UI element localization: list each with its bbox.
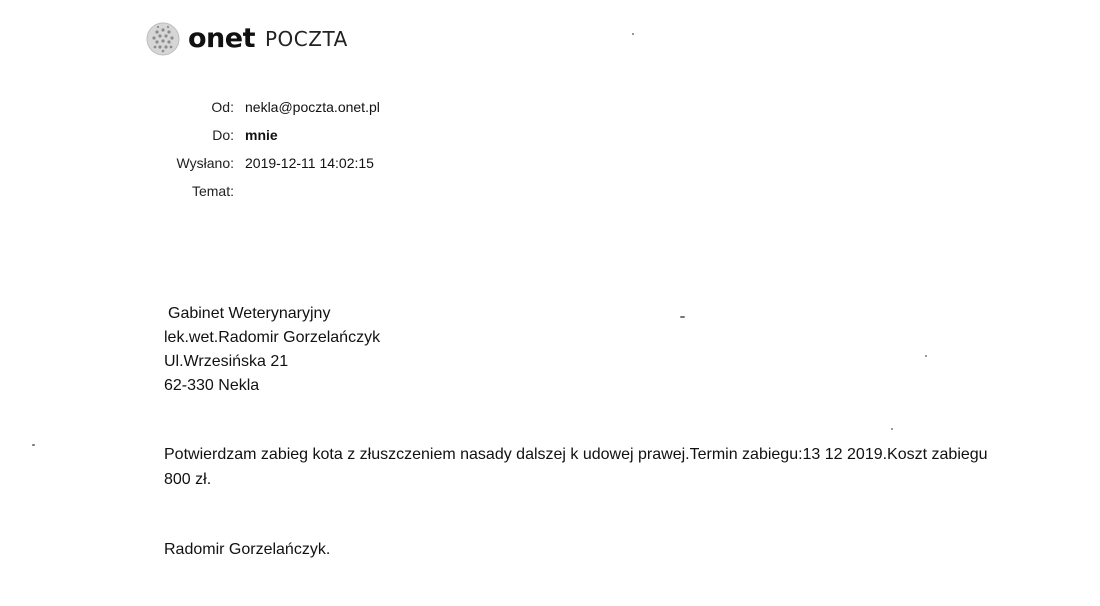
- from-value: nekla@poczta.onet.pl: [245, 99, 380, 115]
- address-line-1: Gabinet Weterynaryjny: [168, 305, 331, 322]
- onet-logo-icon: [146, 22, 180, 56]
- address-line-2: lek.wet.Radomir Gorzelańczyk: [164, 329, 381, 346]
- header-row-to: [160, 121, 380, 149]
- logo-brand-text: onet: [188, 23, 255, 54]
- sent-value: 2019-12-11 14:02:15: [245, 155, 374, 171]
- signature: Radomir Gorzelańczyk.: [164, 541, 331, 558]
- address-line-3: Ul.Wrzesińska 21: [164, 353, 289, 370]
- scan-speck: [891, 428, 893, 430]
- scan-speck: [32, 444, 35, 446]
- message-line-2: 800 zł.: [164, 471, 212, 488]
- header-row-subject: [160, 177, 380, 205]
- message-body: [164, 442, 1034, 492]
- logo-product-text: POCZTA: [265, 27, 348, 51]
- sent-label: Wysłano:: [176, 155, 234, 171]
- clinic-address: [164, 302, 380, 398]
- to-label: Do:: [212, 127, 234, 143]
- subject-label: Temat:: [191, 183, 234, 199]
- email-headers: [160, 93, 380, 205]
- header-row-from: [160, 93, 380, 121]
- address-line-4: 62-330 Nekla: [164, 377, 260, 394]
- to-value: mnie: [245, 127, 278, 143]
- header-row-sent: [160, 149, 380, 177]
- onet-poczta-logo: [146, 22, 348, 56]
- from-label: Od:: [211, 99, 234, 115]
- scan-speck: [680, 316, 685, 318]
- scan-speck: [632, 33, 634, 35]
- scan-speck: [925, 355, 927, 357]
- message-line-1: Potwierdzam zabieg kota z złuszczeniem nasady dalszej k udowej prawej.Termin zabiegu:13 12 2019.Koszt zabiegu: [164, 446, 988, 463]
